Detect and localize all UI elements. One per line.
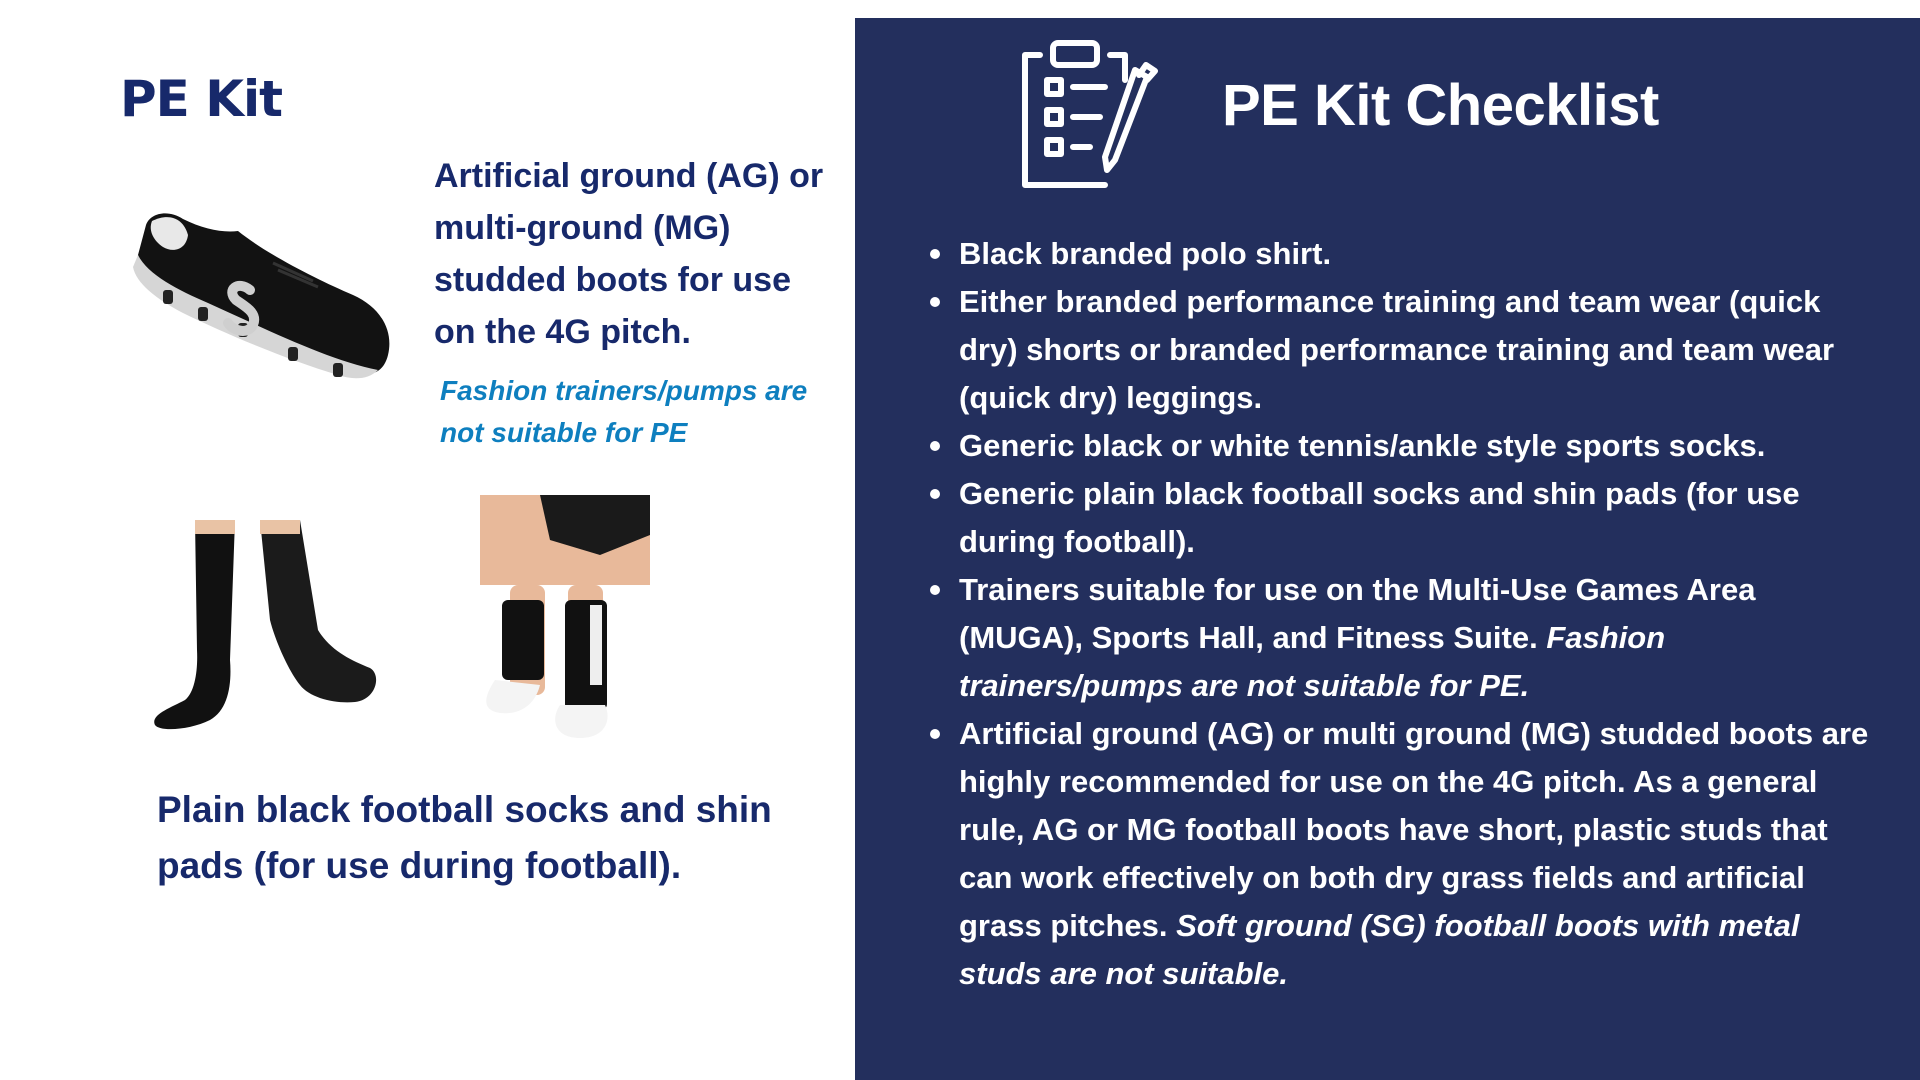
socks-caption: Plain black football socks and shin pads (for use during football). [157, 789, 772, 886]
checklist-item: Generic plain black football socks and shin pads (for use during football). [925, 470, 1885, 566]
checklist-item-emphasis: Soft ground (SG) football boots with metal studs are not suitable. [959, 908, 1800, 991]
checklist [925, 230, 1885, 998]
checklist-title: PE Kit Checklist [1222, 73, 1659, 138]
football-socks-icon [150, 520, 380, 740]
checklist-item-emphasis: Fashion trainers/pumps are not suitable for PE. [959, 620, 1666, 703]
boot-caption: Artificial ground (AG) or multi-ground (MG) studded boots for use on the 4G pitch. [434, 157, 824, 351]
clipboard-checklist-icon [1015, 35, 1160, 200]
checklist-item: Artificial ground (AG) or multi ground (MG) studded boots are highly recommended for use on the 4G pitch. As a general rule, AG or MG football boots have short, plastic studs that can work effectively on both dry grass fields and artificial grass pitches. Soft ground (SG) football boots with metal studs are not suitable. [925, 710, 1885, 998]
boot-note: Fashion trainers/pumps are not suitable for PE [440, 375, 808, 448]
shin-pads-icon [480, 495, 650, 740]
checklist-item: Trainers suitable for use on the Multi-Use Games Area (MUGA), Sports Hall, and Fitness Suite. Fashion trainers/pumps are not suitable for PE. [925, 566, 1885, 710]
left-panel [0, 0, 855, 1080]
football-boot-icon [128, 195, 403, 410]
checklist-item: Generic black or white tennis/ankle style sports socks. [925, 422, 1885, 470]
checklist-item: Black branded polo shirt. [925, 230, 1885, 278]
page-title: PE Kit [120, 70, 282, 128]
checklist-item: Either branded performance training and team wear (quick dry) shorts or branded performance training and team wear (quick dry) leggings. [925, 278, 1885, 422]
